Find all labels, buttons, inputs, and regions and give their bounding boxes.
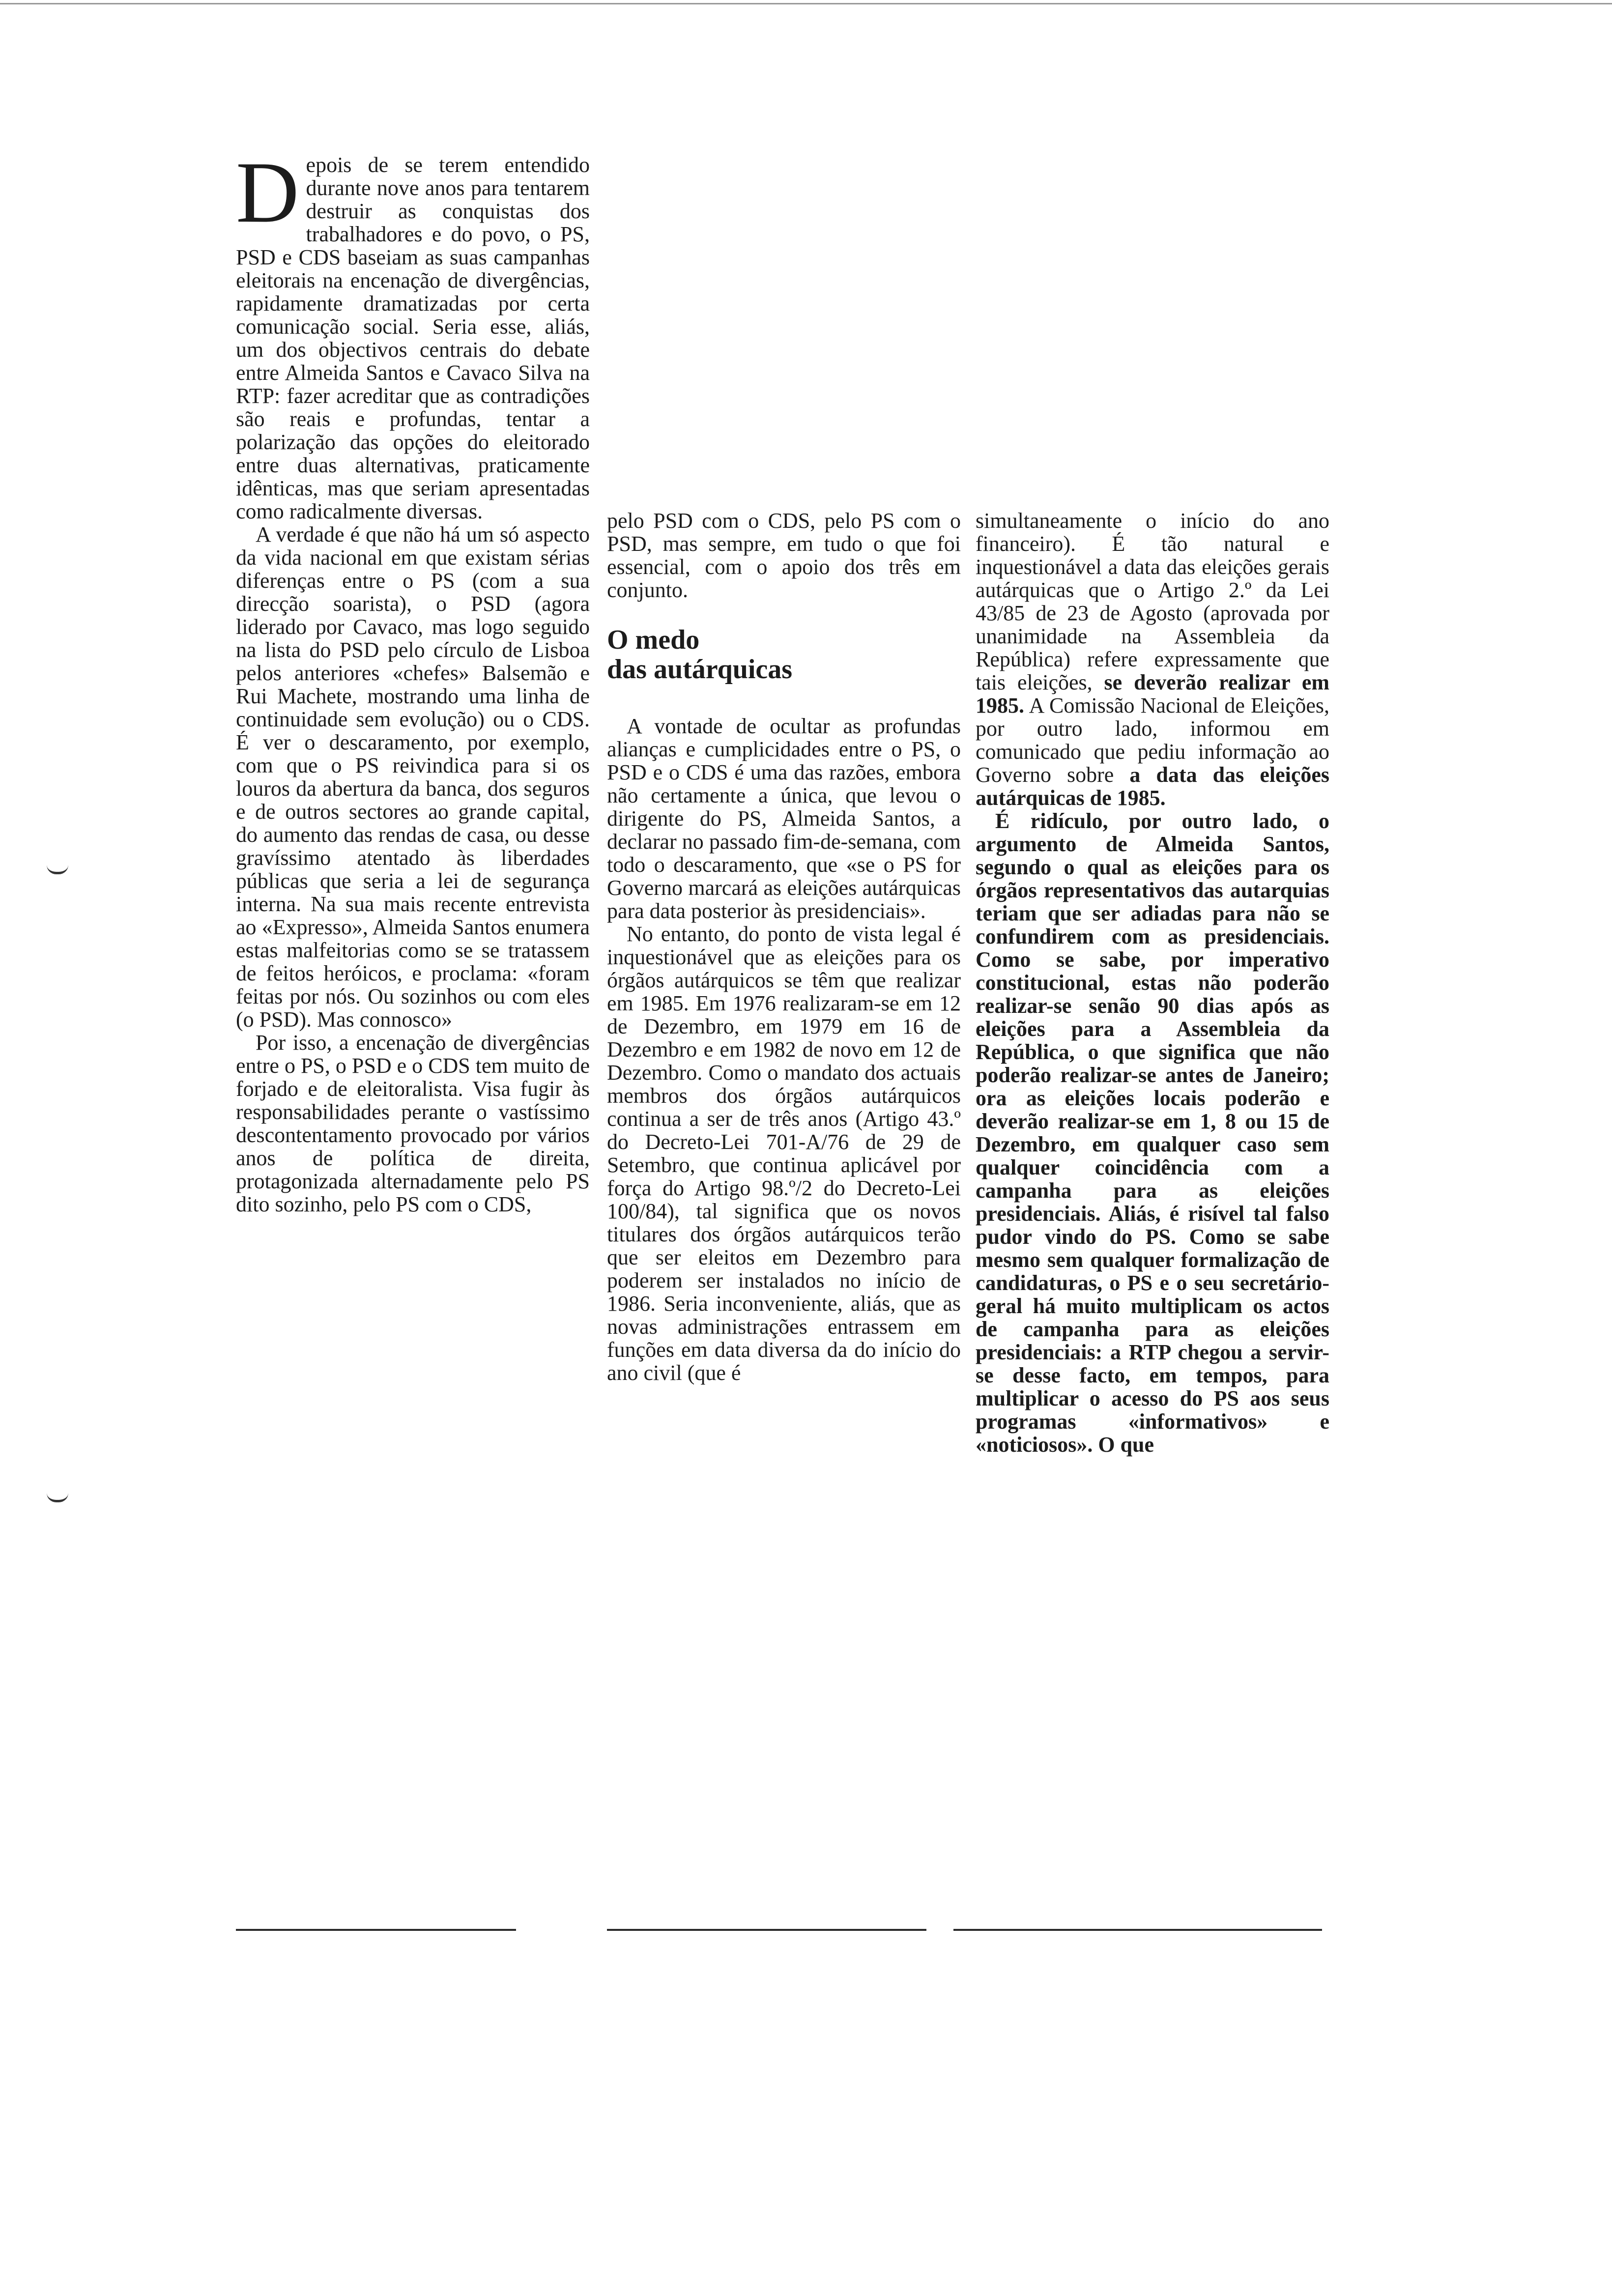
subheading-line: das autárquicas — [607, 654, 793, 685]
article-paragraph: É ridículo, por outro lado, o argumento de Almeida Santos, segundo o qual as eleições para os órgãos representativos das autarquias teriam que ser adiadas para não se confundirem com as presidenciais. Como se sabe, por imperativo constitucional, estas não poderão realizar-se senão 90 dias após as eleições para a Assembleia da República, o que significa que não poderão realizar-se antes de Janeiro; ora as eleições locais poderão e deverão realizar-se em 1, 8 ou 15 de Dezembro, em qualquer caso sem qualquer coincidência com a campanha para as eleições presidenciais. Aliás, é risível tal falso pudor vindo do PS. Como se sabe mesmo sem qualquer formalização de candidaturas, o PS e o seu secretário-geral há muito multiplicam os actos de campanha para as eleições presidenciais: a RTP chegou a servir-se desse facto, em tempos, para multiplicar o acesso do PS aos seus programas «informativos» e «noticiosos». O que — [976, 809, 1329, 1457]
paragraph-text: A Comissão Nacional de Eleições, por outro lado, informou em comunicado que pediu informação ao Governo sobre — [976, 693, 1329, 787]
article-paragraph: No entanto, do ponto de vista legal é inquestionável que as eleições para os órgãos autárquicos se têm que realizar em 1985. Em 1976 realizaram-se em 12 de Dezembro, em 1979 em 16 de Dezembro e em 1982 de novo em 12 de Dezembro. Como o mandato dos actuais membros dos órgãos autárquicos continua a ser de três anos (Artigo 43.º do Decreto-Lei 701-A/76 de 29 de Setembro, que continua aplicável por força do Artigo 98.º/2 do Decreto-Lei 100/84), tal significa que os novos titulares dos órgãos autárquicos terão que ser eleitos em Dezembro para poderem ser instalados no início de 1986. Seria inconveniente, aliás, que as novas administrações entrassem em funções em data diversa da do início do ano civil (que é — [607, 922, 961, 1385]
drop-cap: D — [236, 144, 299, 241]
column-end-rule — [236, 1929, 516, 1931]
article-paragraph: A verdade é que não há um só aspecto da vida nacional em que existam sérias diferenças entre o PS (com a sua direcção soarista), o PSD (agora liderado por Cavaco, mas logo seguido na lista do PSD pelo círculo de Lisboa pelos anteriores «chefes» Balsemão e Rui Machete, mostrando uma linha de continuidade sem evolução) ou o CDS. É ver o descaramento, por exemplo, com que o PS reivindica para si os louros da abertura da banca, dos seguros e de outros sectores ao grande capital, do aumento das rendas de casa, ou desse gravíssimo atentado às liberdades públicas que seria a lei de segurança interna. Na sua mais recente entrevista ao «Expresso», Almeida Santos enumera estas malfeitorias como se se tratassem de feitos heróicos, e proclama: «foram feitas por nós. Ou sozinhos ou com eles (o PSD). Mas connosco» — [236, 522, 590, 1032]
paragraph-text: simultaneamente o início do ano financeiro). É tão natural e inquestionável a data das eleições gerais autárquicas que o Artigo 2.º da Lei 43/85 de 23 de Agosto (aprovada por unanimidade na Assembleia da República) refere expressamente que tais eleições, — [976, 509, 1329, 694]
column-end-rule — [953, 1929, 1322, 1931]
section-subheading — [607, 625, 961, 684]
article-paragraph: Por isso, a encenação de divergências entre o PS, o PSD e o CDS tem muito de forjado e de eleitoralista. Visa fugir às responsabilidades perante o vastíssimo descontentamento provocado por vários anos de política de direita, protagonizada alternadamente pelo PS dito sozinho, pelo PS com o CDS, — [236, 1031, 590, 1216]
article-column-2 — [607, 509, 961, 1384]
article-column-1 — [236, 144, 590, 1216]
page-top-rule — [0, 3, 1612, 4]
article-column-3 — [976, 509, 1329, 1456]
article-paragraph: A vontade de ocultar as profundas alianças e cumplicidades entre o PS, o PSD e o CDS é uma das razões, embora não certamente a única, que levou o dirigente do PS, Almeida Santos, a declarar no passado fim-de-semana, com todo o descaramento, que «se o PS for Governo marcará as eleições autárquicas para data posterior às presidenciais». — [607, 714, 961, 923]
article-paragraph — [976, 509, 1329, 809]
article-paragraph — [236, 144, 590, 523]
emphasis-text: a data das eleições autárquicas de 1985. — [976, 763, 1330, 810]
article-paragraph: pelo PSD com o CDS, pelo PS com o PSD, mas sempre, em tudo o que foi essencial, com o apoio dos três em conjunto. — [607, 509, 961, 602]
subheading-line: O medo — [607, 625, 700, 655]
paragraph-text: epois de se terem entendido durante nove anos para tentarem destruir as conquistas dos trabalhadores e do povo, o PS, PSD e CDS baseiam as suas campanhas eleitorais na encenação de divergências, rapidamente dramatizadas por certa comunicação social. Seria esse, aliás, um dos objectivos centrais do debate entre Almeida Santos e Cavaco Silva na RTP: fazer acreditar que as contradições são reais e profundas, tentar a polarização das opções do eleitorado entre duas alternativas, praticamente idênticas, mas que seriam apresentadas como radicalmente diversas. — [236, 153, 590, 523]
column-end-rule — [607, 1929, 926, 1931]
scan-artifact-mark — [47, 865, 68, 874]
scan-artifact-mark — [47, 1493, 68, 1502]
emphasis-text: se deverão realizar em 1985. — [976, 670, 1330, 718]
